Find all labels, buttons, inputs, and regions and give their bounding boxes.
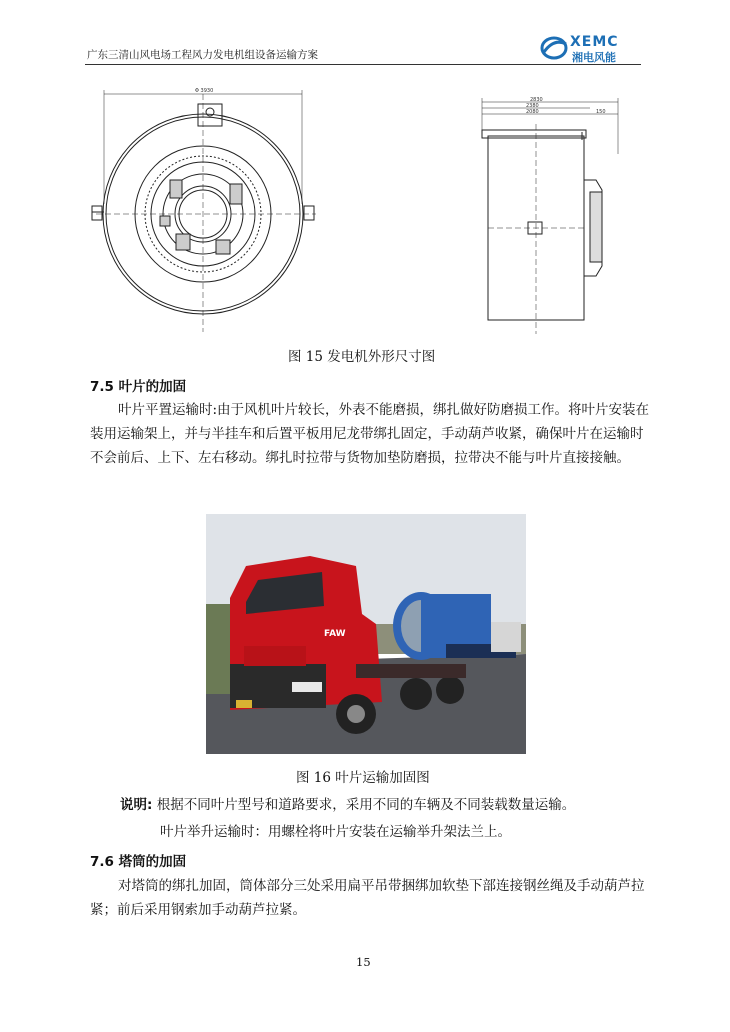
truck-brand-text: FAW: [324, 629, 346, 639]
note-line2: 叶片举升运输时：用螺栓将叶片安装在运输举升架法兰上。: [160, 824, 511, 840]
note-label: 说明:: [120, 797, 153, 813]
header-rule: [85, 64, 641, 65]
section75-heading: 7.5 叶片的加固: [90, 379, 187, 395]
logo-swoosh-icon: [540, 34, 570, 64]
generator-front-view: [92, 90, 316, 332]
note-line1: [120, 793, 575, 813]
dim-side-c: 150: [596, 109, 606, 115]
section75-paragraph: 叶片平置运输时:由于风机叶片较长，外表不能磨损，绑扎做好防磨损工作。将叶片安装在装用运输架上，并与半挂车和后置平板用尼龙带绑扎固定，手动葫芦收紧，确保叶片在运输时不会前后、上下、左右移动。绑扎时拉带与货物加垫防磨损，拉带决不能与叶片直接接触。: [90, 402, 650, 466]
header-title: 广东三清山风电场工程风力发电机组设备运输方案: [87, 49, 318, 61]
dim-side-b: 2080: [526, 109, 539, 115]
figure15-caption: 图 15 发电机外形尺寸图: [288, 349, 436, 365]
figure16-caption: 图 16 叶片运输加固图: [296, 770, 430, 786]
company-logo: [540, 34, 644, 64]
dim-side-total: 2830: [530, 97, 543, 103]
dim-front-width: Φ 3930: [195, 88, 214, 94]
truck-illustration: [206, 514, 526, 754]
section76-paragraph: 对塔筒的绑扎加固，筒体部分三处采用扁平吊带捆绑加软垫下部连接钢丝绳及手动葫芦拉紧；前后采用钢索加手动葫芦拉紧。: [90, 878, 645, 918]
blade-transport-photo: [206, 514, 526, 754]
logo-subtext: 湘电风能: [572, 51, 616, 64]
generator-drawing: [90, 84, 650, 340]
dim-side-a: 2380: [526, 103, 539, 109]
section76-heading: 7.6 塔筒的加固: [90, 854, 187, 870]
page-number: 15: [356, 955, 371, 969]
logo-text: XEMC: [570, 34, 619, 50]
generator-side-view: [482, 98, 618, 334]
note-text: 根据不同叶片型号和道路要求，采用不同的车辆及不同装载数量运输。: [156, 797, 576, 813]
